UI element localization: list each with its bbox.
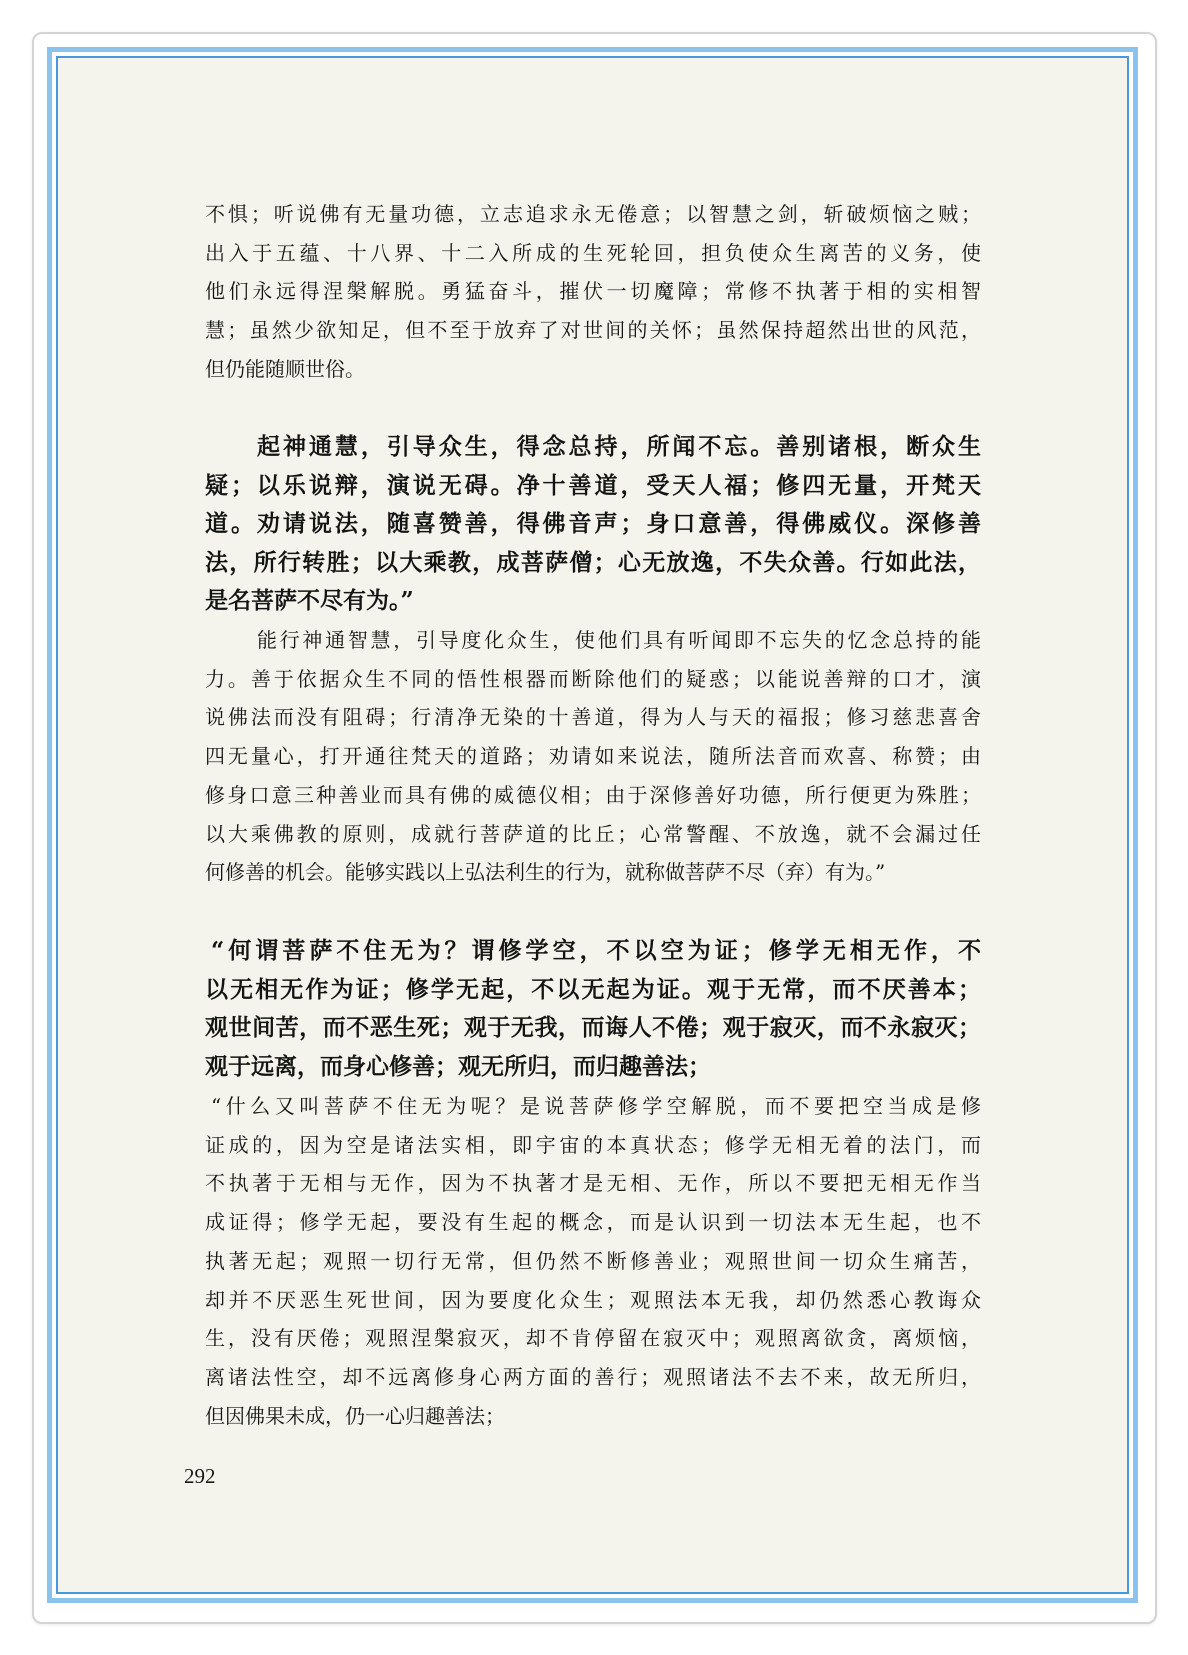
commentary-paragraph bbox=[205, 1087, 981, 1435]
text-line: 法，所行转胜；以大乘教，成菩萨僧；心无放逸，不失众善。行如此法， bbox=[205, 548, 981, 576]
text-line: 成证得；修学无起，要没有生起的概念，而是认识到一切法本无生起，也不 bbox=[205, 1210, 981, 1235]
text-line: 四无量心，打开通往梵天的道路；劝请如来说法，随所法音而欢喜、称赞；由 bbox=[205, 744, 981, 769]
commentary-paragraph bbox=[205, 195, 981, 389]
scripture-paragraph bbox=[205, 428, 981, 621]
text-line: 观于远离，而身心修善；观无所归，而归趣善法； bbox=[205, 1052, 711, 1080]
page-number: 292 bbox=[184, 1464, 216, 1488]
text-line: 说佛法而没有阻碍；行清净无染的十善道，得为人与天的福报；修习慈悲喜舍 bbox=[205, 705, 981, 730]
commentary-paragraph bbox=[205, 621, 981, 892]
text-line: 但因佛果未成，仍一心归趣善法； bbox=[205, 1403, 505, 1428]
text-line: 何修善的机会。能够实践以上弘法利生的行为，就称做菩萨不尽（弃）有为。” bbox=[205, 860, 886, 885]
text-line: 却并不厌恶生死世间，因为要度化众生；观照法本无我，却仍然悉心教诲众 bbox=[205, 1287, 981, 1312]
text-line: “何谓菩萨不住无为？谓修学空，不以空为证；修学无相无作，不 bbox=[211, 937, 981, 964]
text-line: 但仍能随顺世俗。 bbox=[205, 356, 365, 381]
text-line: 力。善于依据众生不同的悟性根器而断除他们的疑惑；以能说善辩的口才，演 bbox=[205, 666, 981, 691]
text-line: 不惧；听说佛有无量功德，立志追求永无倦意；以智慧之剑，斩破烦恼之贼； bbox=[205, 202, 981, 226]
text-line: 起神通慧，引导众生，得念总持，所闻不忘。善别诸根，断众生 bbox=[257, 433, 981, 460]
text-line: 出入于五蕴、十八界、十二入所成的生死轮回，担负使众生离苦的义务，使 bbox=[205, 240, 981, 265]
text-line: 慧；虽然少欲知足，但不至于放弃了对世间的关怀；虽然保持超然出世的风范， bbox=[205, 318, 981, 343]
text-line: 离诸法性空，却不远离修身心两方面的善行；观照诸法不去不来，故无所归， bbox=[205, 1364, 981, 1389]
text-line: 以大乘佛教的原则，成就行菩萨道的比丘；心常警醒、不放逸，就不会漏过任 bbox=[205, 821, 981, 846]
text-line: 他们永远得涅槃解脱。勇猛奋斗，摧伏一切魔障；常修不执著于相的实相智 bbox=[205, 279, 981, 304]
text-line: 证成的，因为空是诸法实相，即宇宙的本真状态；修学无相无着的法门，而 bbox=[205, 1132, 981, 1157]
text-line: 以无相无作为证；修学无起，不以无起为证。观于无常，而不厌善本； bbox=[205, 975, 981, 1003]
text-line: 疑；以乐说辩，演说无碍。净十善道，受天人福；修四无量，开梵天 bbox=[205, 471, 981, 499]
text-line: 道。劝请说法，随喜赞善，得佛音声；身口意善，得佛威仪。深修善 bbox=[205, 510, 981, 538]
text-line: 不执著于无相与无作，因为不执著才是无相、无作，所以不要把无相无作当 bbox=[205, 1171, 981, 1196]
text-line: 生，没有厌倦；观照涅槃寂灭，却不肯停留在寂灭中；观照离欲贪，离烦恼， bbox=[205, 1326, 981, 1351]
text-line: 执著无起；观照一切行无常，但仍然不断修善业；观照世间一切众生痛苦， bbox=[205, 1248, 981, 1273]
text-line: 观世间苦，而不恶生死；观于无我，而诲人不倦；观于寂灭，而不永寂灭； bbox=[205, 1014, 981, 1042]
text-line: 能行神通智慧，引导度化众生，使他们具有听闻即不忘失的忆念总持的能 bbox=[257, 628, 981, 652]
scripture-paragraph bbox=[205, 932, 981, 1086]
text-line: 修身口意三种善业而具有佛的威德仪相；由于深修善好功德，所行便更为殊胜； bbox=[205, 782, 981, 807]
text-line: “什么又叫菩萨不住无为呢？是说菩萨修学空解脱，而不要把空当成是修 bbox=[211, 1094, 981, 1118]
text-line: 是名菩萨不尽有为。” bbox=[205, 587, 414, 615]
